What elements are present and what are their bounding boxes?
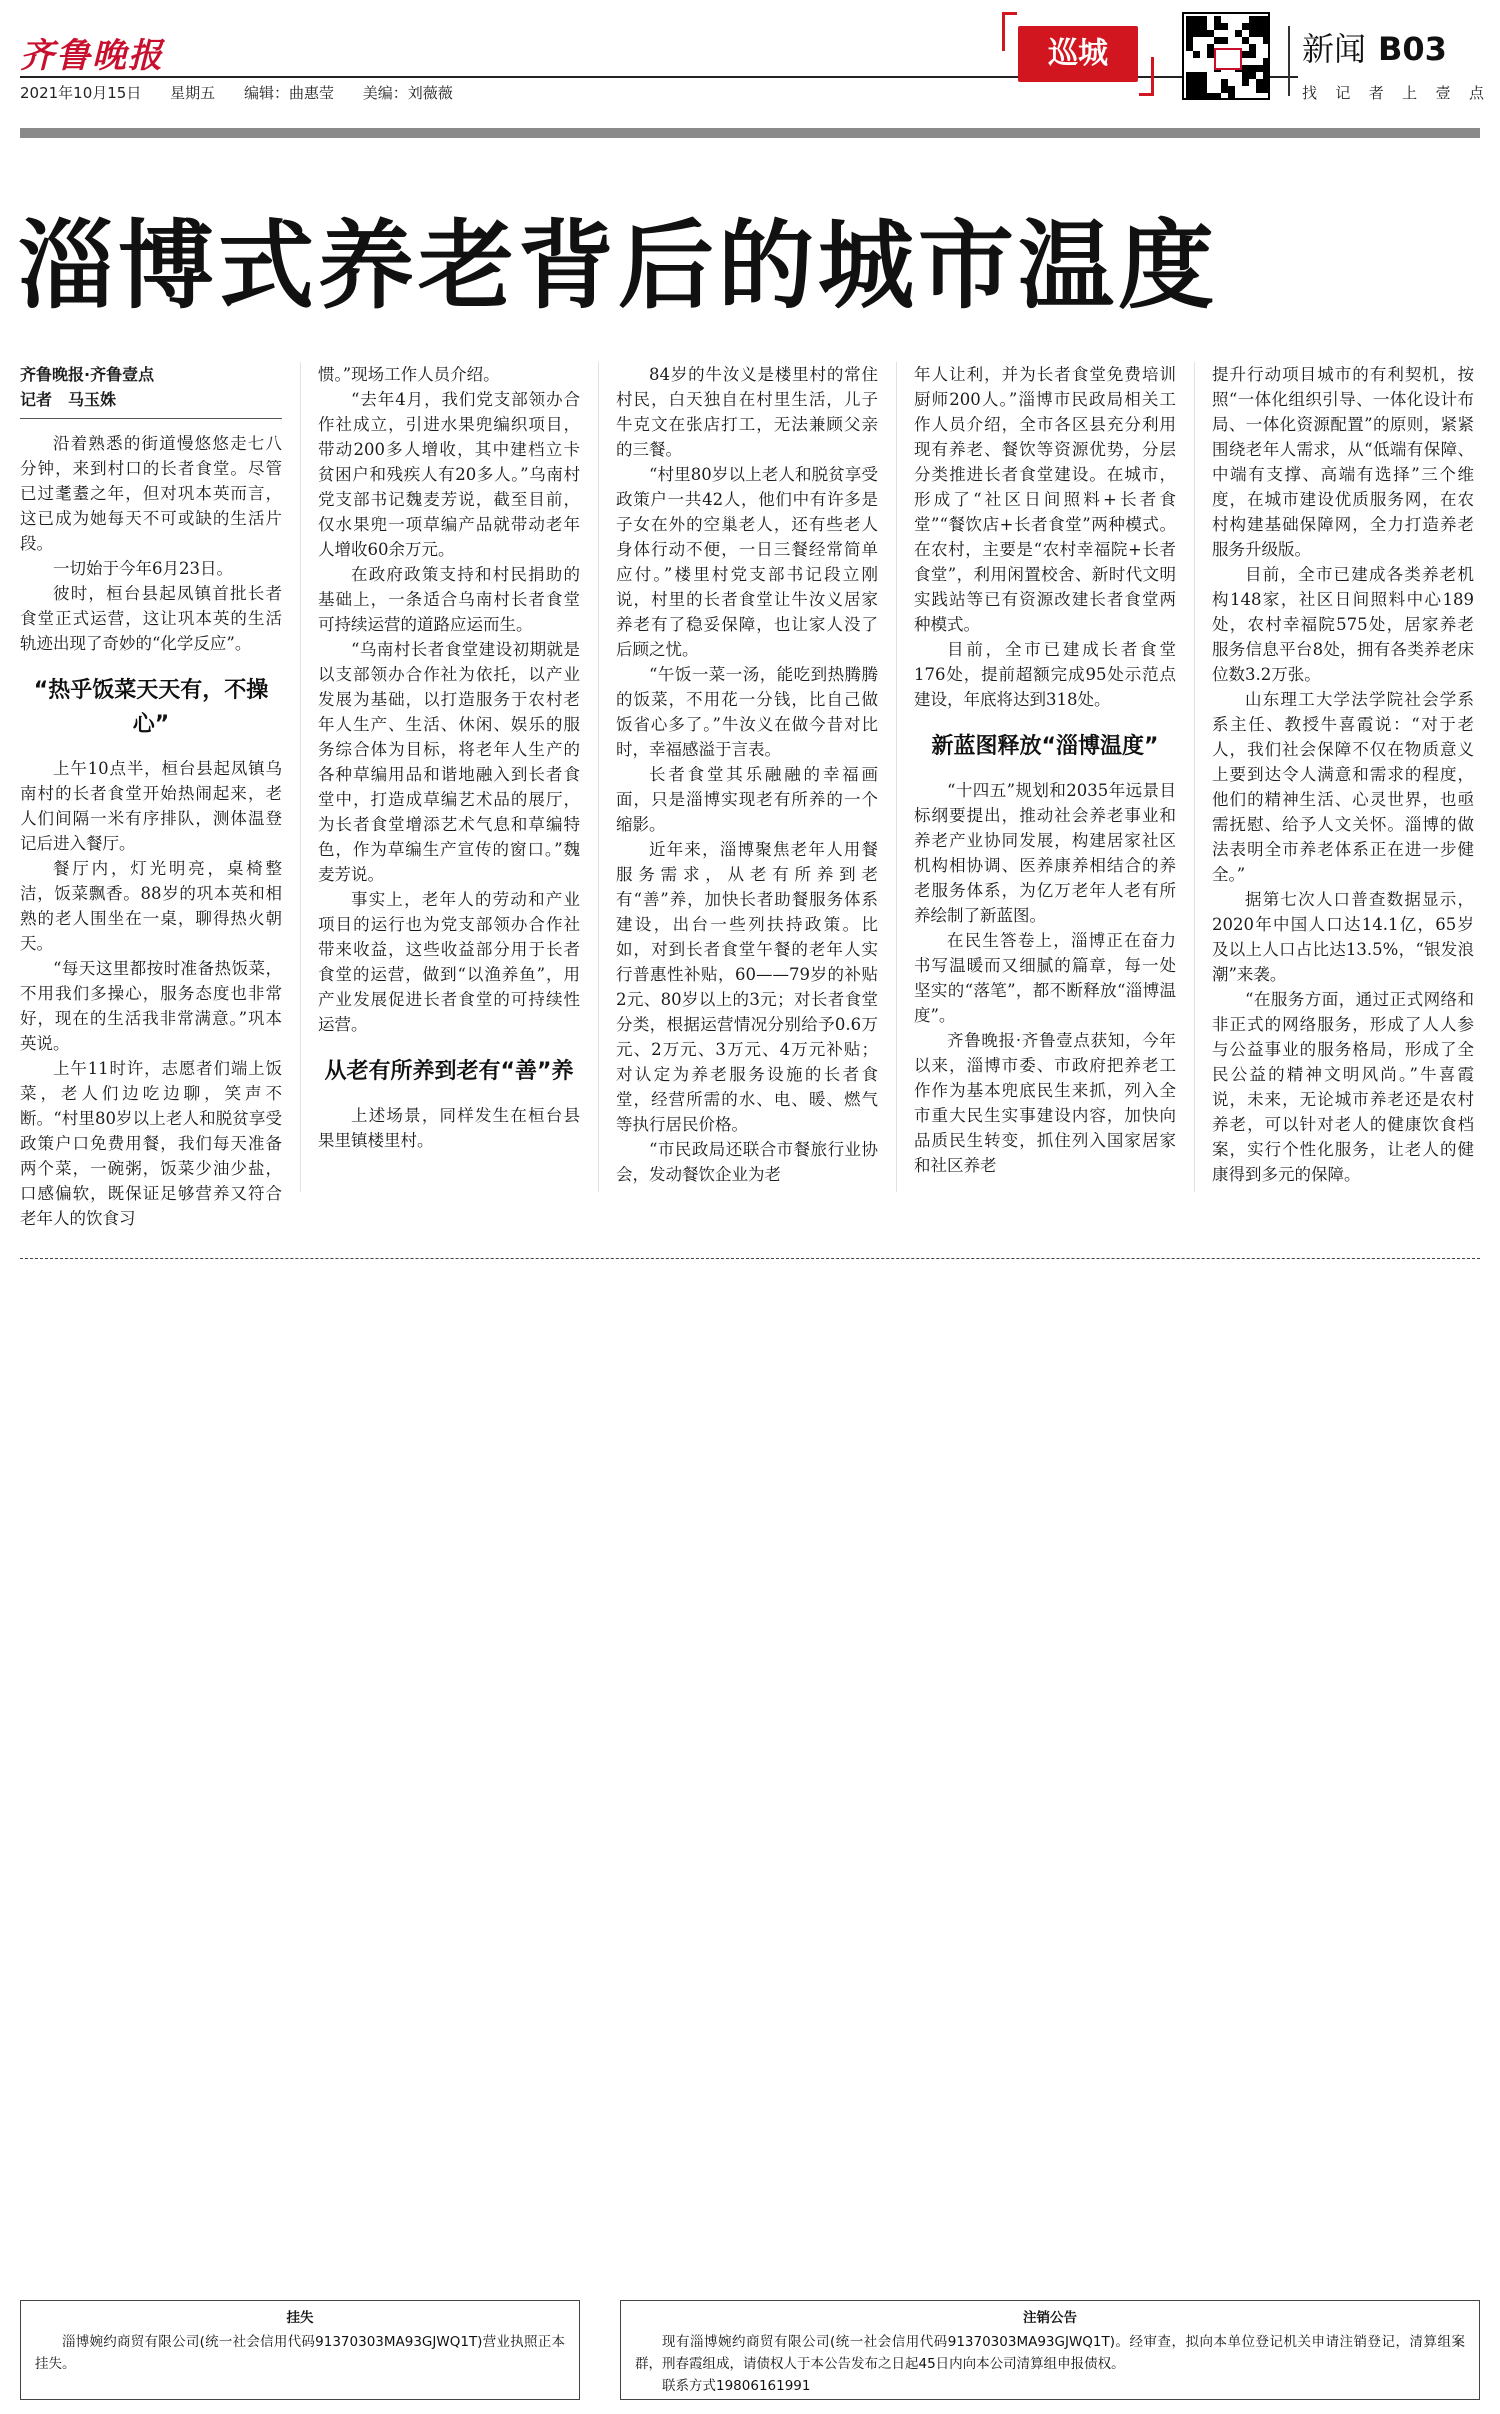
qr-module (1263, 30, 1270, 37)
qr-module (1207, 44, 1214, 51)
slogan-char: 点 (1468, 84, 1484, 102)
qr-module (1200, 72, 1207, 79)
slogan-char: 记 (1335, 84, 1351, 102)
qr-module (1263, 79, 1270, 86)
qr-module (1263, 16, 1270, 23)
qr-module (1235, 30, 1242, 37)
article-paragraph: “在服务方面，通过正式网络和非正式的网络服务，形成了人人参与公益事业的服务格局，形成了全民公益的精神文明风尚。”牛喜霞说，未来，无论城市养老还是农村养老，可以针对老人的健康饮食档案，实行个性化服务，让老人的健康得到多元的保障。 (1212, 990, 1474, 1184)
qr-module (1256, 23, 1263, 30)
qr-module (1256, 79, 1263, 86)
article-paragraph: 上午11时许，志愿者们端上饭菜，老人们边吃边聊，笑声不断。“村里80岁以上老人和脱贫享受政策户口免费用餐，我们每天准备两个菜，一碗粥，饭菜少油少盐，口感偏软，既保证足够营养又符合老年人的饮食习 (20, 1059, 282, 1228)
qr-module (1193, 51, 1200, 58)
article-paragraph: 餐厅内，灯光明亮，桌椅整洁，饭菜飘香。88岁的巩本英和相熟的老人围坐在一桌，聊得热火朝天。 (20, 859, 282, 953)
qr-module (1200, 79, 1207, 86)
qr-module (1186, 23, 1193, 30)
page-section: 新闻 (1302, 30, 1367, 68)
article-paragraph: “乌南村长者食堂建设初期就是以支部领办合作社为依托，以产业发展为基础，以打造服务于农村老年人生产、生活、休闲、娱乐的服务综合体为目标，将老年人生产的各种草编用品和谐地融入到长者食堂中，打造成草编艺术品的展厅，为长者食堂增添艺术气息和草编特色，作为草编生产宣传的窗口。”魏麦芳说。 (318, 640, 580, 884)
slogan-char: 壹 (1435, 84, 1451, 102)
column-divider (598, 362, 599, 1192)
qr-module (1263, 37, 1270, 44)
article-paragraph: 长者食堂其乐融融的幸福画面，只是淄博实现老有所养的一个缩影。 (616, 765, 878, 834)
qr-module (1200, 93, 1207, 100)
qr-module (1193, 23, 1200, 30)
slogan (1302, 82, 1484, 103)
qr-module (1193, 16, 1200, 23)
cancellation-notice-title: 注销公告 (1023, 2310, 1077, 2326)
article-paragraph: 彼时，桓台县起凤镇首批长者食堂正式运营，这让巩本英的生活轨迹出现了奇妙的“化学反应”。 (20, 584, 282, 653)
article-column-2 (318, 362, 580, 1212)
qr-module (1249, 51, 1256, 58)
article-paragraph: 齐鲁晚报·齐鲁壹点获知，今年以来，淄博市委、市政府把养老工作作为基本兜底民生来抓，列入全市重大民生实事建设内容，加快向品质民生转变，抓住列入国家居家和社区养老 (914, 1031, 1176, 1175)
qr-module (1249, 30, 1256, 37)
qr-module (1193, 93, 1200, 100)
qr-module (1186, 72, 1193, 79)
designer-credit: 美编：刘薇薇 (362, 84, 453, 102)
cancellation-notice-contact: 联系方式19806161991 (662, 2378, 811, 2394)
qr-module (1263, 23, 1270, 30)
qr-module (1186, 37, 1193, 44)
article-paragraph: 提升行动项目城市的有利契机，按照“一体化组织引导、一体化设计布局、一体化资源配置”的原则，紧紧围绕老年人需求，从“低端有保障、中端有支撑、高端有选择”三个维度，在城市建设优质服务网，在农村构建基础保障网，全力打造养老服务升级版。 (1212, 365, 1474, 559)
qr-module (1200, 16, 1207, 23)
slogan-char: 找 (1302, 84, 1318, 102)
slogan-char: 上 (1402, 84, 1418, 102)
qr-module (1221, 23, 1228, 30)
section-subhead: 新蓝图释放“淄博温度” (931, 734, 1159, 759)
section-tag: 巡城 (1018, 26, 1138, 82)
article-paragraph: 目前，全市已建成各类养老机构148家，社区日间照料中心189处，农村幸福院575处，居家养老服务信息平台8处，拥有各类养老床位数3.2万张。 (1212, 565, 1474, 684)
article-paragraph: 在政府政策支持和村民捐助的基础上，一条适合乌南村长者食堂可持续运营的道路应运而生。 (318, 565, 580, 634)
article-column-4 (914, 362, 1176, 1212)
qr-module (1228, 86, 1235, 93)
article-paragraph: 84岁的牛汝义是楼里村的常住村民，白天独自在村里生活，儿子牛克文在张店打工，无法兼顾父亲的三餐。 (616, 365, 878, 459)
header-divider (1288, 26, 1290, 96)
byline (20, 362, 282, 412)
gray-bar (20, 128, 1480, 138)
qr-module (1249, 44, 1256, 51)
qr-module (1263, 72, 1270, 79)
article-paragraph: 事实上，老年人的劳动和产业项目的运行也为党支部领办合作社带来收益，这些收益部分用于长者食堂的运营，做到“以渔养鱼”，用产业发展促进长者食堂的可持续性运营。 (318, 890, 580, 1034)
qr-module (1263, 65, 1270, 72)
slogan-char: 者 (1368, 84, 1384, 102)
qr-module (1186, 44, 1193, 51)
article-paragraph: 上述场景，同样发生在桓台县果里镇楼里村。 (318, 1106, 580, 1150)
qr-module (1256, 86, 1263, 93)
byline-rule (20, 418, 282, 419)
qr-module (1186, 93, 1193, 100)
qr-module (1228, 93, 1235, 100)
article-paragraph: 惯。”现场工作人员介绍。 (318, 365, 500, 384)
issue-date: 2021年10月15日 (20, 84, 142, 102)
loss-notice (20, 2300, 580, 2400)
qr-module (1249, 72, 1256, 79)
page-label (1302, 24, 1447, 70)
qr-module (1214, 16, 1221, 23)
qr-module (1249, 65, 1256, 72)
newspaper-logo: 齐鲁晚报 (20, 36, 164, 76)
article-paragraph: “村里80岁以上老人和脱贫享受政策户一共42人，他们中有许多是子女在外的空巢老人，还有些老人身体行动不便，一日三餐经常简单应付。”楼里村党支部书记段立刚说，村里的长者食堂让牛汝义居家养老有了稳妥保障，也让家人没了后顾之忧。 (616, 465, 878, 659)
qr-module (1214, 93, 1221, 100)
issue-weekday: 星期五 (170, 84, 216, 102)
article-paragraph: 沿着熟悉的街道慢悠悠走七八分钟，来到村口的长者食堂。尽管已过耄耋之年，但对巩本英而言，这已成为她每天不可或缺的生活片段。 (20, 434, 282, 553)
qr-module (1186, 86, 1193, 93)
qr-module (1256, 16, 1263, 23)
article-paragraph: 山东理工大学法学院社会学系系主任、教授牛喜霞说：“对于老人，我们社会保障不仅在物质意义上要到达令人满意和需求的程度，他们的精神生活、心灵世界，也亟需抚慰、给予人文关怀。淄博的做法表明全市养老体系正在进一步健全。” (1212, 690, 1474, 884)
qr-module (1207, 30, 1214, 37)
qr-badge-icon (1214, 48, 1242, 70)
dateline (20, 82, 477, 103)
qr-module (1242, 79, 1249, 86)
column-divider (1194, 362, 1195, 1192)
byline-reporter: 记者 马玉姝 (20, 390, 117, 409)
article-paragraph: 据第七次人口普查数据显示，2020年中国人口达14.1亿，65岁及以上人口占比达13.5%，“银发浪潮”来袭。 (1212, 890, 1474, 984)
masthead (0, 0, 1500, 135)
editor-credit: 编辑：曲惠莹 (243, 84, 334, 102)
column-divider (300, 362, 301, 1192)
article-column-1 (20, 362, 282, 1228)
cancellation-notice-body: 现有淄博婉约商贸有限公司(统一社会信用代码91370303MA93GJWQ1T)。经审查，拟向本单位登记机关申请注销登记，清算组案群，刑春霞组成，请债权人于本公告发布之日起45日内向本公司清算组申报债权。 (635, 2334, 1465, 2372)
qr-module (1242, 23, 1249, 30)
column-divider (896, 362, 897, 1192)
article-headline: 淄博式养老背后的城市温度 (18, 210, 1218, 322)
qr-module (1221, 37, 1228, 44)
qr-module (1200, 23, 1207, 30)
loss-notice-body: 淄博婉约商贸有限公司(统一社会信用代码91370303MA93GJWQ1T)营业执照正本挂失。 (35, 2334, 565, 2372)
loss-notice-title: 挂失 (286, 2310, 314, 2326)
qr-module (1256, 65, 1263, 72)
qr-module (1221, 86, 1228, 93)
qr-module (1249, 23, 1256, 30)
qr-module (1200, 30, 1207, 37)
article-paragraph: 近年来，淄博聚焦老年人用餐服务需求，从老有所养到老有“善”养，加快长者助餐服务体系建设，出台一些列扶持政策。比如，对到长者食堂午餐的老年人实行普惠性补贴，60——79岁的补贴2元、80岁以上的3元；对长者食堂分类，根据运营情况分别给予0.6万元、2万元、3万元、4万元补贴；对认定为养老服务设施的长者食堂，经营所需的水、电、暖、燃气等执行居民价格。 (616, 840, 878, 1134)
article-paragraph: “去年4月，我们党支部领办合作社成立，引进水果兜编织项目，带动200多人增收，其中建档立卡贫困户和残疾人有20多人。”乌南村党支部书记魏麦芳说，截至目前，仅水果兜一项草编产品就带动老年人增收60余万元。 (318, 390, 580, 559)
article-end-rule (20, 1258, 1480, 1259)
section-subhead: 从老有所养到老有“善”养 (324, 1059, 574, 1084)
qr-module (1256, 30, 1263, 37)
page-number: B03 (1378, 30, 1447, 68)
byline-org: 齐鲁晚报·齐鲁壹点 (20, 365, 155, 384)
qr-module (1221, 79, 1228, 86)
qr-module (1214, 37, 1221, 44)
article-paragraph: 年人让利，并为长者食堂免费培训厨师200人。”淄博市民政局相关工作人员介绍，全市各区县充分利用现有养老、餐饮等资源优势，分层分类推进长者食堂建设。在城市，形成了“社区日间照料+长者食堂”“餐饮店+长者食堂”两种模式。在农村，主要是“农村幸福院+长者食堂”，利用闲置校舍、新时代文明实践站等已有资源改建长者食堂两种模式。 (914, 365, 1176, 634)
article-paragraph: 上午10点半，桓台县起凤镇乌南村的长者食堂开始热闹起来，老人们间隔一米有序排队，测体温登记后进入餐厅。 (20, 759, 282, 853)
qr-module (1207, 93, 1214, 100)
qr-module (1263, 86, 1270, 93)
qr-module (1193, 72, 1200, 79)
article-column-3 (616, 362, 878, 1212)
qr-code-icon[interactable] (1182, 12, 1270, 100)
article-paragraph: “十四五”规划和2035年远景目标纲要提出，推动社会养老事业和养老产业协同发展，构建居家社区机构相协调、医养康养相结合的养老服务体系，为亿万老年人老有所养绘制了新蓝图。 (914, 781, 1176, 925)
section-subhead: “热乎饭菜天天有，不操心” (33, 678, 269, 737)
article-paragraph: 在民生答卷上，淄博正在奋力书写温暖而又细腻的篇章，每一处坚实的“落笔”，都不断释放“淄博温度”。 (914, 931, 1176, 1025)
qr-module (1186, 79, 1193, 86)
qr-module (1263, 58, 1270, 65)
qr-module (1207, 51, 1214, 58)
article-paragraph: 目前，全市已建成长者食堂176处，提前超额完成95处示范点建设，年底将达到318处。 (914, 640, 1176, 709)
article-column-5 (1212, 362, 1474, 1212)
cancellation-notice (620, 2300, 1480, 2400)
qr-module (1242, 72, 1249, 79)
qr-module (1242, 51, 1249, 58)
qr-module (1193, 86, 1200, 93)
article-paragraph: “午饭一菜一汤，能吃到热腾腾的饭菜，不用花一分钱，比自己做饭省心多了。”牛汝义在做今昔对比时，幸福感溢于言表。 (616, 665, 878, 759)
qr-module (1193, 30, 1200, 37)
article-paragraph: 一切始于今年6月23日。 (53, 559, 233, 578)
qr-module (1193, 79, 1200, 86)
qr-module (1200, 86, 1207, 93)
article-body (20, 362, 1480, 1228)
qr-module (1242, 65, 1249, 72)
article-paragraph: “市民政局还联合市餐旅行业协会，发动餐饮企业为老 (616, 1140, 878, 1184)
qr-module (1186, 30, 1193, 37)
qr-module (1186, 16, 1193, 23)
article-paragraph: “每天这里都按时准备热饭菜，不用我们多操心，服务态度也非常好，现在的生活我非常满意。”巩本英说。 (20, 959, 282, 1053)
qr-module (1242, 37, 1249, 44)
qr-module (1249, 16, 1256, 23)
qr-module (1214, 23, 1221, 30)
